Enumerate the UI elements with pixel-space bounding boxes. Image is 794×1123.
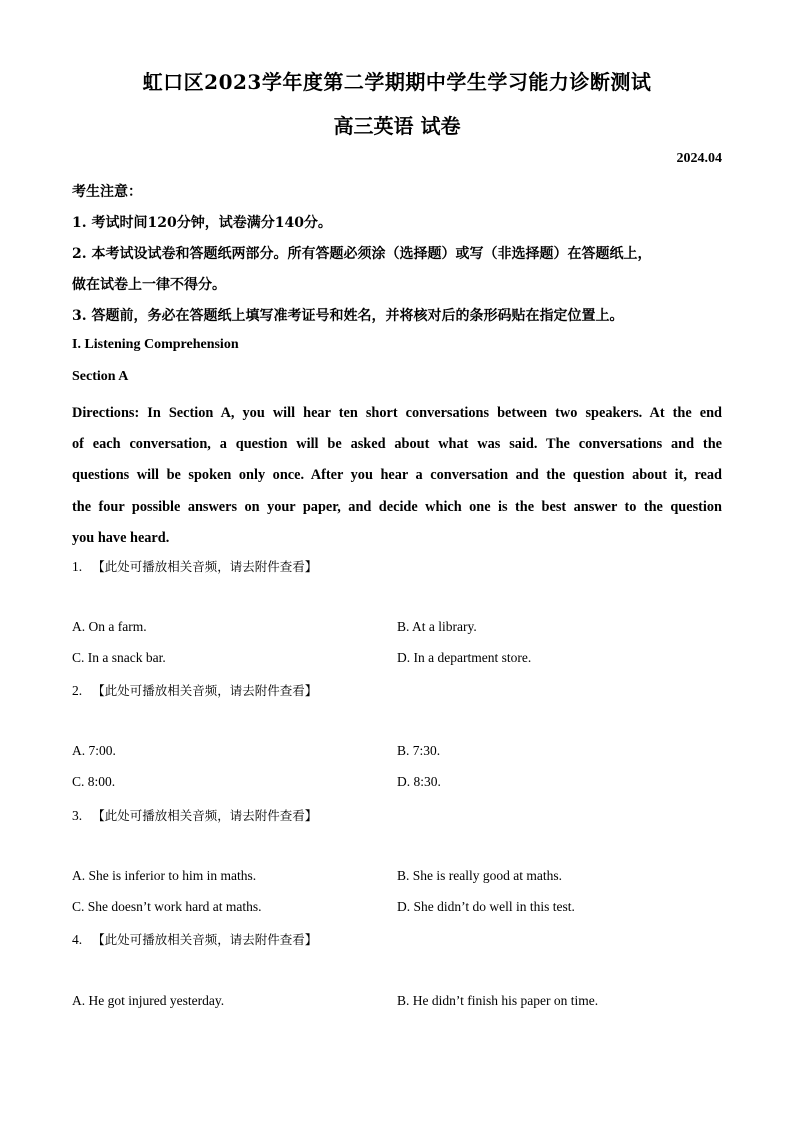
q4-option-b: B. He didn’t finish his paper on time. (397, 993, 599, 1008)
page-title: 虹口区2023学年度第二学期期中学生学习能力诊断测试 (142, 70, 652, 94)
directions-line: you have heard. (72, 529, 170, 546)
q3-option-a: A. She is inferior to him in maths. (72, 868, 257, 883)
question-number: 3. (72, 808, 83, 823)
notice-item-2-line-1: 2. 本考试设试卷和答题纸两部分。所有答题必须涂（选择题）或写（非选择题）在答题纸上， (72, 246, 652, 262)
q3-option-c: C. She doesn’t work hard at maths. (72, 899, 262, 914)
question-1-prompt (72, 557, 317, 575)
q1-option-d: D. In a department store. (397, 650, 532, 665)
q1-option-a: A. On a farm. (72, 619, 147, 634)
exam-date: 2024.04 (676, 151, 722, 166)
directions-line: Directions: In Section A, you will hear ten short conversations between two speakers. At the end (72, 405, 722, 421)
notice-item-1: 1. 考试时间120分钟，试卷满分140分。 (72, 215, 332, 231)
q3-option-b: B. She is really good at maths. (397, 868, 562, 883)
q1-option-b: B. At a library. (397, 619, 477, 634)
notice-heading: 考生注意： (72, 184, 142, 200)
q2-option-b: B. 7:30. (397, 743, 441, 758)
section-title: Section A (72, 369, 129, 384)
directions-line: the four possible answers on your paper, and decide which one is the best answer to the question (72, 498, 722, 515)
part-title: I. Listening Comprehension (72, 337, 239, 352)
audio-placeholder: 【此处可播放相关音频，请去附件查看】 (92, 932, 318, 947)
audio-placeholder: 【此处可播放相关音频，请去附件查看】 (92, 808, 318, 823)
question-3-prompt (72, 806, 317, 824)
question-number: 4. (72, 932, 83, 947)
directions-paragraph (72, 398, 722, 554)
q4-option-a: A. He got injured yesterday. (72, 993, 225, 1008)
notice-item-2-line-2: 做在试卷上一律不得分。 (72, 277, 226, 293)
notice-item-3: 3. 答题前，务必在答题纸上填写准考证号和姓名，并将核对后的条形码贴在指定位置上。 (72, 308, 624, 324)
directions-line: of each conversation, a question will be asked about what was said. The conversations and the (72, 436, 722, 453)
question-number: 2. (72, 683, 83, 698)
question-4-prompt (72, 930, 317, 948)
directions-line: questions will be spoken only once. After you hear a conversation and the question about it, read (72, 467, 722, 484)
audio-placeholder: 【此处可播放相关音频，请去附件查看】 (92, 559, 318, 574)
q2-option-c: C. 8:00. (72, 774, 116, 789)
question-2-prompt (72, 681, 317, 699)
audio-placeholder: 【此处可播放相关音频，请去附件查看】 (92, 683, 318, 698)
q3-option-d: D. She didn’t do well in this test. (397, 899, 575, 914)
page-subtitle: 高三英语 试卷 (333, 114, 461, 138)
q1-option-c: C. In a snack bar. (72, 650, 166, 665)
q2-option-a: A. 7:00. (72, 743, 116, 758)
question-number: 1. (72, 559, 83, 574)
q2-option-d: D. 8:30. (397, 774, 441, 789)
